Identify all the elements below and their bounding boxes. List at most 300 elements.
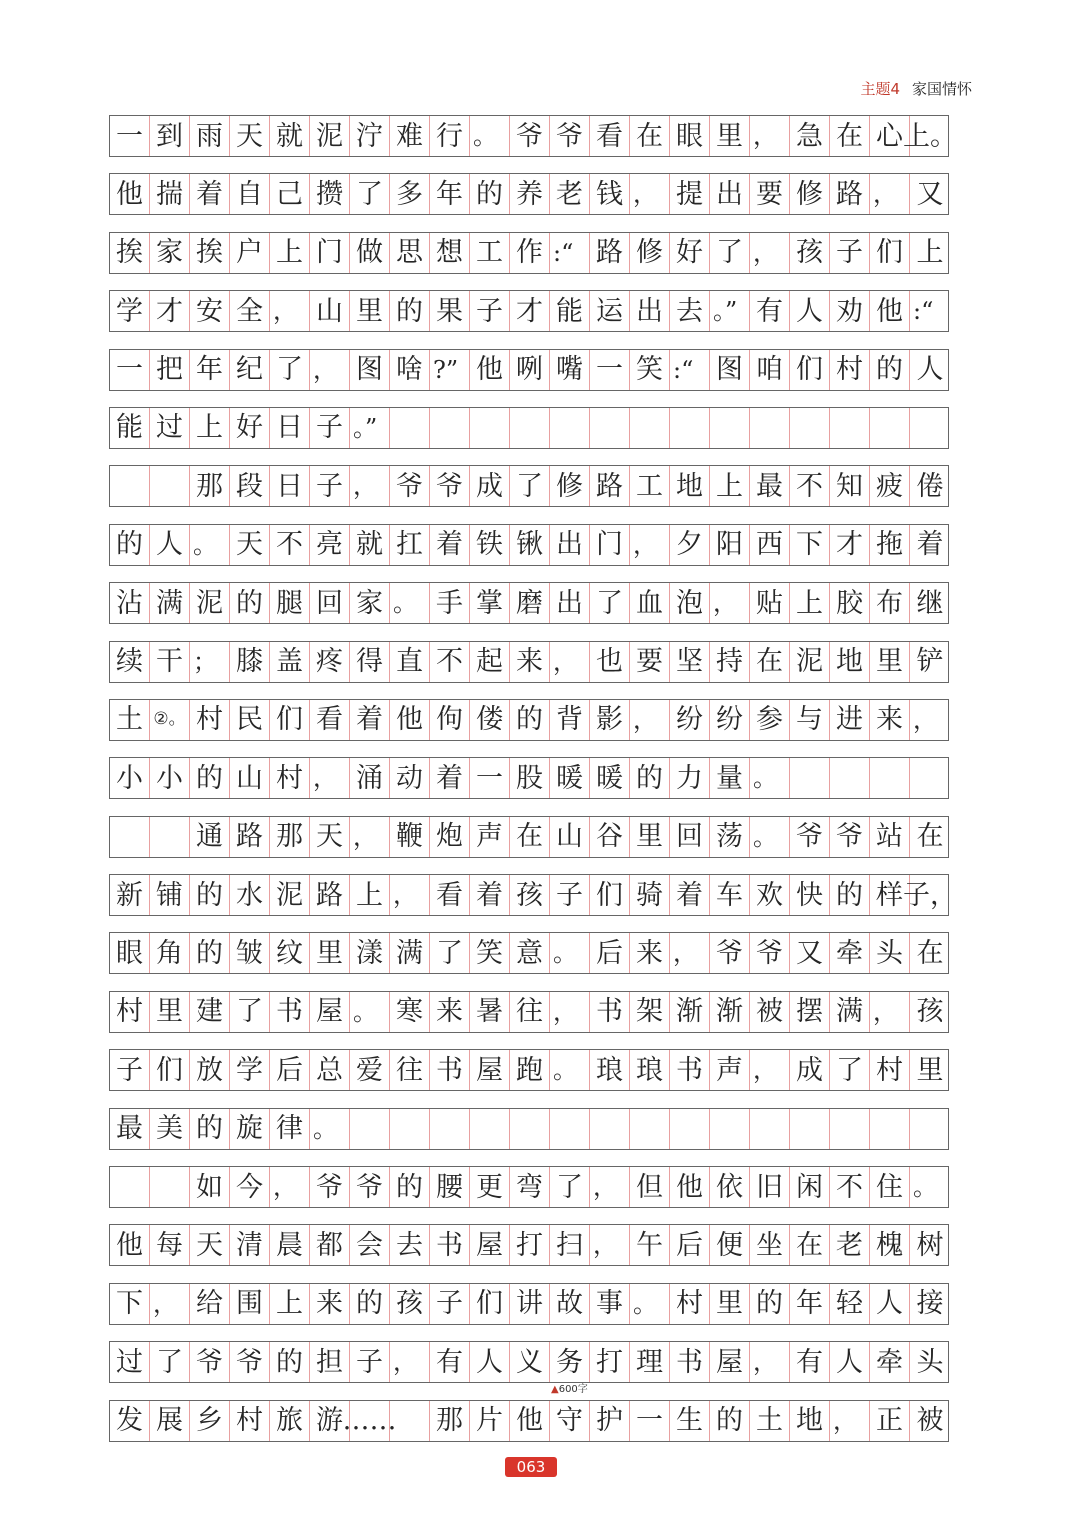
grid-cell: 着 <box>430 758 470 798</box>
grid-cell: 的 <box>470 174 510 214</box>
grid-cell: 与 <box>790 700 830 740</box>
grid-cell: 。 <box>630 1284 670 1324</box>
grid-cell: ， <box>750 1050 790 1090</box>
grid-cell: 学 <box>110 291 150 331</box>
grid-cell: 山 <box>310 291 350 331</box>
grid-cell: 家 <box>150 233 190 273</box>
grid-cell: 布 <box>870 583 910 623</box>
grid-cell: 看 <box>590 116 630 156</box>
grid-cell: 扫 <box>550 1225 590 1265</box>
grid-cell: 又 <box>916 178 944 210</box>
grid-row <box>109 1224 949 1266</box>
grid-cell: 屋 <box>470 1050 510 1090</box>
grid-cell: 泥 <box>270 875 310 915</box>
grid-cell: 出 <box>550 583 590 623</box>
grid-cell: 铺 <box>150 875 190 915</box>
grid-cell: 牵 <box>830 933 870 973</box>
grid-cell <box>870 758 910 798</box>
grid-cell <box>150 817 190 857</box>
grid-cell: 来 <box>310 1284 350 1324</box>
grid-cell: 着 <box>350 700 390 740</box>
grid-cell: 不 <box>430 642 470 682</box>
grid-cell: 图 <box>350 350 390 390</box>
grid-cell: 但 <box>630 1167 670 1207</box>
grid-cell: 往 <box>390 1050 430 1090</box>
grid-cell: 里 <box>310 933 350 973</box>
grid-cell: 后 <box>670 1225 710 1265</box>
grid-cell: 扛 <box>390 525 430 565</box>
grid-cell <box>830 408 870 448</box>
grid-cell: 咧 <box>510 350 550 390</box>
grid-row <box>109 524 949 566</box>
grid-cell: 行 <box>430 116 470 156</box>
grid-cell: 才 <box>830 525 870 565</box>
theme-label: 主题4 <box>860 80 900 98</box>
grid-cell: ， <box>913 705 937 734</box>
grid-cell: 渐 <box>670 992 710 1032</box>
grid-cell: 来 <box>870 700 910 740</box>
grid-cell: 在 <box>916 821 944 853</box>
grid-cell: 就 <box>270 116 310 156</box>
grid-cell: 偻 <box>470 700 510 740</box>
grid-cell: 爷 <box>390 466 430 506</box>
grid-cell: 到 <box>150 116 190 156</box>
grid-cell: 子 <box>310 408 350 448</box>
grid-cell: :“ <box>670 350 710 390</box>
grid-cell: 人 <box>870 1284 910 1324</box>
grid-cell: 被 <box>916 1405 944 1437</box>
grid-cell: 里 <box>350 291 390 331</box>
grid-cell: 子 <box>830 233 870 273</box>
grid-cell: 泥 <box>790 642 830 682</box>
grid-cell: ， <box>830 1401 870 1441</box>
grid-cell: 爷 <box>190 1342 230 1382</box>
grid-row <box>109 874 957 916</box>
grid-cell <box>710 408 750 448</box>
grid-cell: 上 <box>790 583 830 623</box>
grid-cell: 着 <box>916 529 944 561</box>
grid-cell: 要 <box>750 174 790 214</box>
grid-cell: 腰 <box>430 1167 470 1207</box>
grid-cell: :“ <box>913 297 934 326</box>
grid-cell: 着 <box>470 875 510 915</box>
grid-cell: 们 <box>270 700 310 740</box>
grid-cell: 笑 <box>470 933 510 973</box>
grid-cell: 每 <box>150 1225 190 1265</box>
grid-cell: 护 <box>590 1401 630 1441</box>
grid-cell: 嘴 <box>550 350 590 390</box>
grid-cell: 。 <box>190 525 230 565</box>
grid-cell: 路 <box>590 233 630 273</box>
grid-cell: 续 <box>110 642 150 682</box>
grid-cell: 的 <box>630 758 670 798</box>
grid-row <box>109 641 949 683</box>
grid-cell: 人 <box>830 1342 870 1382</box>
grid-cell: 接 <box>916 1288 944 1320</box>
grid-cell: ②。 <box>150 700 190 740</box>
grid-cell: 们 <box>790 350 830 390</box>
grid-cell: 那 <box>430 1401 470 1441</box>
grid-cell: 进 <box>830 700 870 740</box>
grid-cell: 土 <box>750 1401 790 1441</box>
grid-cell: 着 <box>190 174 230 214</box>
grid-cell: 过 <box>110 1342 150 1382</box>
grid-cell: 爷 <box>750 933 790 973</box>
grid-cell: 意 <box>510 933 550 973</box>
grid-cell: 子 <box>310 466 350 506</box>
grid-cell: 爷 <box>790 817 830 857</box>
grid-cell: 往 <box>510 992 550 1032</box>
grid-cell: 磨 <box>510 583 550 623</box>
grid-cell: 去 <box>670 291 710 331</box>
grid-cell: 围 <box>230 1284 270 1324</box>
grid-cell: 持 <box>710 642 750 682</box>
grid-cell: 上 <box>270 233 310 273</box>
grid-cell: 地 <box>830 642 870 682</box>
grid-cell: 多 <box>390 174 430 214</box>
grid-cell: ， <box>550 992 590 1032</box>
grid-cell: 下 <box>790 525 830 565</box>
grid-cell: 在 <box>790 1225 830 1265</box>
grid-cell: 的 <box>190 933 230 973</box>
grid-cell <box>750 408 790 448</box>
grid-cell: 孩 <box>790 233 830 273</box>
grid-cell <box>110 817 150 857</box>
page-number: 063 <box>505 1457 557 1477</box>
grid-cell <box>150 466 190 506</box>
grid-cell <box>430 1109 470 1149</box>
grid-cell: ， <box>350 817 390 857</box>
grid-cell: 暖 <box>590 758 630 798</box>
grid-cell: 谷 <box>590 817 630 857</box>
grid-cell: 一 <box>110 116 150 156</box>
word-count-label: 600字 <box>558 1384 588 1395</box>
grid-cell <box>870 408 910 448</box>
grid-cell: ， <box>870 992 910 1032</box>
grid-cell: 着 <box>670 875 710 915</box>
grid-row <box>109 407 949 449</box>
grid-cell: 屋 <box>710 1342 750 1382</box>
grid-cell: 把 <box>150 350 190 390</box>
grid-cell: ， <box>750 116 790 156</box>
grid-row <box>109 465 949 507</box>
grid-cell <box>790 1109 830 1149</box>
grid-cell: 打 <box>510 1225 550 1265</box>
grid-cell: 来 <box>510 642 550 682</box>
grid-cell: 门 <box>310 233 350 273</box>
grid-cell: 最 <box>110 1109 150 1149</box>
grid-cell: 的 <box>830 875 870 915</box>
grid-cell: 爷 <box>830 817 870 857</box>
grid-cell: 疼 <box>310 642 350 682</box>
grid-cell: 暖 <box>550 758 590 798</box>
grid-cell: 天 <box>230 525 270 565</box>
grid-cell: 在 <box>750 642 790 682</box>
grid-cell: 那 <box>190 466 230 506</box>
grid-cell: 地 <box>790 1401 830 1441</box>
grid-cell: 眼 <box>670 116 710 156</box>
grid-cell <box>630 1109 670 1149</box>
grid-cell: ， <box>710 583 750 623</box>
grid-cell: 直 <box>390 642 430 682</box>
grid-cell: 里 <box>710 116 750 156</box>
grid-cell: 得 <box>350 642 390 682</box>
grid-cell: ， <box>390 875 430 915</box>
grid-cell: 养 <box>510 174 550 214</box>
grid-cell: 过 <box>150 408 190 448</box>
grid-cell: 门 <box>590 525 630 565</box>
grid-cell: 铲 <box>916 646 944 678</box>
grid-cell: 起 <box>470 642 510 682</box>
grid-cell: 干 <box>150 642 190 682</box>
grid-cell: 在 <box>630 116 670 156</box>
grid-cell: 的 <box>750 1284 790 1324</box>
grid-cell: 上 <box>350 875 390 915</box>
grid-cell: 出 <box>550 525 590 565</box>
grid-cell: 他 <box>110 1225 150 1265</box>
grid-cell: 后 <box>590 933 630 973</box>
grid-row <box>109 115 957 157</box>
grid-cell: 暑 <box>470 992 510 1032</box>
grid-cell: 书 <box>430 1050 470 1090</box>
grid-cell: 膝 <box>230 642 270 682</box>
grid-cell: 锹 <box>510 525 550 565</box>
grid-cell: ， <box>390 1342 430 1382</box>
grid-cell: 血 <box>630 583 670 623</box>
grid-cell: 夕 <box>670 525 710 565</box>
grid-cell: 们 <box>870 233 910 273</box>
grid-cell: ?” <box>430 350 470 390</box>
grid-cell: ， <box>630 174 670 214</box>
grid-cell: 。” <box>710 291 750 331</box>
grid-cell <box>510 408 550 448</box>
grid-cell: ， <box>270 1167 310 1207</box>
grid-cell: 守 <box>550 1401 590 1441</box>
grid-cell: 才 <box>510 291 550 331</box>
grid-cell <box>390 1109 430 1149</box>
grid-cell: 回 <box>670 817 710 857</box>
grid-cell: 里 <box>630 817 670 857</box>
grid-cell: 盖 <box>270 642 310 682</box>
grid-cell: 渐 <box>710 992 750 1032</box>
grid-cell: 坐 <box>750 1225 790 1265</box>
grid-cell: …… <box>350 1401 390 1441</box>
grid-cell: 了 <box>510 466 550 506</box>
grid-cell: 日 <box>270 408 310 448</box>
grid-cell: 在 <box>510 817 550 857</box>
grid-cell: 村 <box>270 758 310 798</box>
grid-cell: 乡 <box>190 1401 230 1441</box>
grid-cell: 子， <box>903 879 957 911</box>
grid-cell: 村 <box>110 992 150 1032</box>
grid-cell: 了 <box>350 174 390 214</box>
grid-cell: 今 <box>230 1167 270 1207</box>
grid-cell: 头 <box>870 933 910 973</box>
grid-cell: ， <box>310 350 350 390</box>
grid-cell: 己 <box>270 174 310 214</box>
grid-cell: 下 <box>110 1284 150 1324</box>
grid-cell: 他 <box>670 1167 710 1207</box>
grid-cell: 子 <box>350 1342 390 1382</box>
grid-cell: 后 <box>270 1050 310 1090</box>
grid-cell: 旧 <box>750 1167 790 1207</box>
grid-cell: 义 <box>510 1342 550 1382</box>
grid-cell: 理 <box>630 1342 670 1382</box>
grid-cell: 参 <box>750 700 790 740</box>
grid-cell: 西 <box>750 525 790 565</box>
grid-cell: 年 <box>790 1284 830 1324</box>
grid-cell: 户 <box>230 233 270 273</box>
grid-cell: 也 <box>590 642 630 682</box>
grid-row <box>109 699 949 741</box>
grid-cell: 那 <box>270 817 310 857</box>
grid-cell <box>390 408 430 448</box>
grid-cell: 人 <box>916 354 944 386</box>
grid-cell: ， <box>150 1284 190 1324</box>
grid-row <box>109 232 949 274</box>
grid-cell: 工 <box>630 466 670 506</box>
grid-cell: 他 <box>870 291 910 331</box>
grid-cell: 声 <box>470 817 510 857</box>
grid-cell: 的 <box>390 291 430 331</box>
grid-cell: 轻 <box>830 1284 870 1324</box>
grid-cell: ， <box>270 291 310 331</box>
grid-cell: 来 <box>430 992 470 1032</box>
grid-cell: 树 <box>916 1229 944 1261</box>
grid-cell: ， <box>630 525 670 565</box>
grid-cell: 站 <box>870 817 910 857</box>
grid-cell: 放 <box>190 1050 230 1090</box>
grid-cell: 思 <box>390 233 430 273</box>
grid-cell: 更 <box>470 1167 510 1207</box>
grid-cell: 屋 <box>310 992 350 1032</box>
grid-cell: 他 <box>110 174 150 214</box>
grid-cell: 回 <box>310 583 350 623</box>
grid-cell: 依 <box>710 1167 750 1207</box>
grid-cell: 泡 <box>670 583 710 623</box>
grid-cell: 快 <box>790 875 830 915</box>
grid-cell: 不 <box>830 1167 870 1207</box>
grid-cell: 路 <box>230 817 270 857</box>
grid-row <box>109 1341 949 1383</box>
grid-cell: 旅 <box>270 1401 310 1441</box>
grid-cell: 了 <box>550 1167 590 1207</box>
grid-cell: 家 <box>350 583 390 623</box>
grid-cell: 成 <box>790 1050 830 1090</box>
grid-cell: 修 <box>630 233 670 273</box>
grid-cell: 贴 <box>750 583 790 623</box>
grid-cell: 孩 <box>916 996 944 1028</box>
grid-cell: 们 <box>150 1050 190 1090</box>
grid-cell: 跑 <box>510 1050 550 1090</box>
grid-cell: 被 <box>750 992 790 1032</box>
grid-cell: 。 <box>750 817 790 857</box>
grid-cell <box>790 408 830 448</box>
grid-cell: 出 <box>630 291 670 331</box>
grid-cell: 村 <box>190 700 230 740</box>
grid-cell: ， <box>590 1167 630 1207</box>
grid-cell: 爷 <box>550 116 590 156</box>
grid-cell: 打 <box>590 1342 630 1382</box>
grid-cell: 子 <box>430 1284 470 1324</box>
grid-row <box>109 173 949 215</box>
grid-cell: ， <box>750 1342 790 1382</box>
grid-row <box>109 1108 949 1150</box>
grid-cell: 腿 <box>270 583 310 623</box>
grid-cell: 咱 <box>750 350 790 390</box>
grid-cell: 人 <box>150 525 190 565</box>
grid-cell: 阳 <box>710 525 750 565</box>
grid-cell: 爷 <box>710 933 750 973</box>
grid-cell: ， <box>630 700 670 740</box>
grid-cell: 发 <box>110 1401 150 1441</box>
grid-row <box>109 1166 949 1208</box>
grid-cell: 知 <box>830 466 870 506</box>
grid-cell: 动 <box>390 758 430 798</box>
grid-cell: 工 <box>470 233 510 273</box>
grid-cell: 自 <box>230 174 270 214</box>
grid-cell: 书 <box>590 992 630 1032</box>
grid-cell <box>350 1109 390 1149</box>
grid-cell: 荡 <box>710 817 750 857</box>
grid-cell <box>750 1109 790 1149</box>
grid-cell: 天 <box>190 1225 230 1265</box>
grid-cell <box>150 1167 190 1207</box>
grid-cell: 书 <box>270 992 310 1032</box>
grid-cell: 子 <box>470 291 510 331</box>
grid-cell: 的 <box>230 583 270 623</box>
grid-cell: 给 <box>190 1284 230 1324</box>
grid-cell <box>710 1109 750 1149</box>
grid-cell: 了 <box>830 1050 870 1090</box>
grid-cell: 书 <box>670 1050 710 1090</box>
grid-row <box>109 1283 949 1325</box>
grid-cell <box>510 1109 550 1149</box>
grid-cell: 车 <box>710 875 750 915</box>
grid-cell <box>790 758 830 798</box>
grid-cell: 天 <box>310 817 350 857</box>
grid-cell: 不 <box>270 525 310 565</box>
grid-cell: 成 <box>470 466 510 506</box>
grid-cell: 眼 <box>110 933 150 973</box>
grid-cell: 一 <box>630 1401 670 1441</box>
grid-cell: 年 <box>430 174 470 214</box>
grid-cell: 村 <box>230 1401 270 1441</box>
grid-cell: 游 <box>310 1401 350 1441</box>
grid-cell: 能 <box>550 291 590 331</box>
grid-cell: 琅 <box>630 1050 670 1090</box>
grid-cell: 午 <box>630 1225 670 1265</box>
grid-cell: 里 <box>916 1054 944 1086</box>
grid-cell <box>830 1109 870 1149</box>
grid-cell: 山 <box>550 817 590 857</box>
grid-cell: 运 <box>590 291 630 331</box>
grid-cell: 骑 <box>630 875 670 915</box>
grid-cell <box>630 408 670 448</box>
grid-cell: 里 <box>150 992 190 1032</box>
grid-cell: 做 <box>350 233 390 273</box>
grid-cell: 路 <box>830 174 870 214</box>
grid-cell: 事 <box>590 1284 630 1324</box>
grid-cell: 股 <box>510 758 550 798</box>
grid-cell: ； <box>190 642 230 682</box>
grid-cell: 年 <box>190 350 230 390</box>
grid-cell: :“ <box>550 233 590 273</box>
grid-cell <box>670 1109 710 1149</box>
grid-cell: 笑 <box>630 350 670 390</box>
grid-cell: 美 <box>150 1109 190 1149</box>
grid-cell: 挨 <box>110 233 150 273</box>
